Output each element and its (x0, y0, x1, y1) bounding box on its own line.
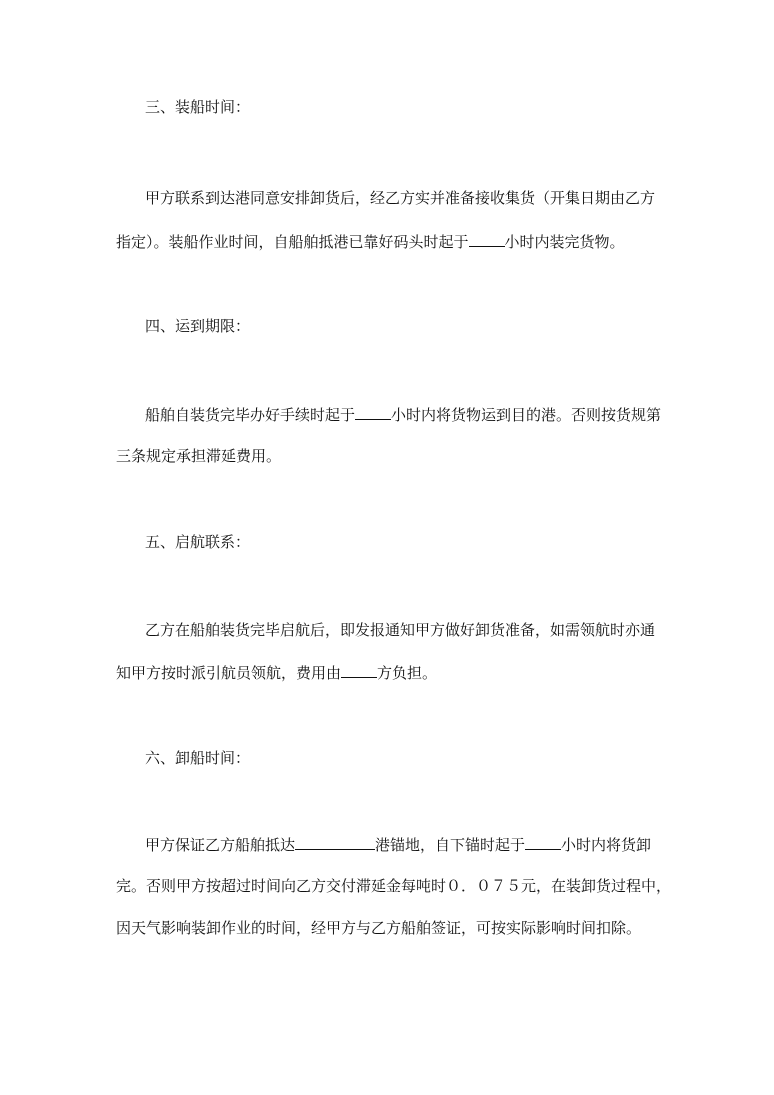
section-3-line-2-text-a: 指定）。装船作业时间，自船舶抵港已靠好码头时起于 (116, 233, 469, 251)
section-5-heading: 五、启航联系： (145, 533, 251, 551)
section-5-line-1: 乙方在船舶装货完毕启航后，即发报通知甲方做好卸货准备，如需领航时亦通 (145, 621, 656, 639)
section-6-line-2: 完。否则甲方按超过时间向乙方交付滞延金每吨时０．０７５元，在装卸货过程中， (116, 877, 672, 895)
section-3-line-1: 甲方联系到达港同意安排卸货后，经乙方实并准备接收集货（开集日期由乙方 (145, 189, 656, 207)
blank-hours-loading (469, 231, 505, 247)
section-4-line-1-text-a: 船舶自装货完毕办好手续时起于 (145, 406, 356, 424)
section-4-line-2: 三条规定承担滞延费用。 (116, 447, 282, 465)
section-4-line-1 (145, 404, 661, 424)
blank-hours-unloading (525, 834, 561, 850)
section-5-line-2-text-b: 方负担。 (377, 664, 438, 682)
section-5-line-2 (116, 662, 437, 682)
section-3-line-2-text-b: 小时内装完货物。 (504, 233, 625, 251)
section-4-heading: 四、运到期限： (145, 317, 251, 335)
section-3-line-2 (116, 231, 625, 251)
section-6-heading: 六、卸船时间： (145, 749, 251, 767)
blank-fee-party (341, 662, 377, 678)
section-6-line-1 (145, 834, 651, 854)
section-6-line-1-text-c: 小时内将货卸 (561, 836, 652, 854)
section-6-line-3: 因天气影响装卸作业的时间，经甲方与乙方船舶签证，可按实际影响时间扣除。 (116, 919, 642, 937)
section-3-heading: 三、装船时间： (145, 98, 251, 116)
blank-port-name (295, 834, 375, 850)
blank-hours-transit (355, 404, 391, 420)
section-6-line-1-text-b: 港锚地，自下锚时起于 (375, 836, 526, 854)
section-5-line-2-text-a: 知甲方按时派引航员领航，费用由 (116, 664, 342, 682)
section-4-line-1-text-b: 小时内将货物运到目的港。否则按货规第 (391, 406, 662, 424)
section-6-line-1-text-a: 甲方保证乙方船舶抵达 (145, 836, 296, 854)
